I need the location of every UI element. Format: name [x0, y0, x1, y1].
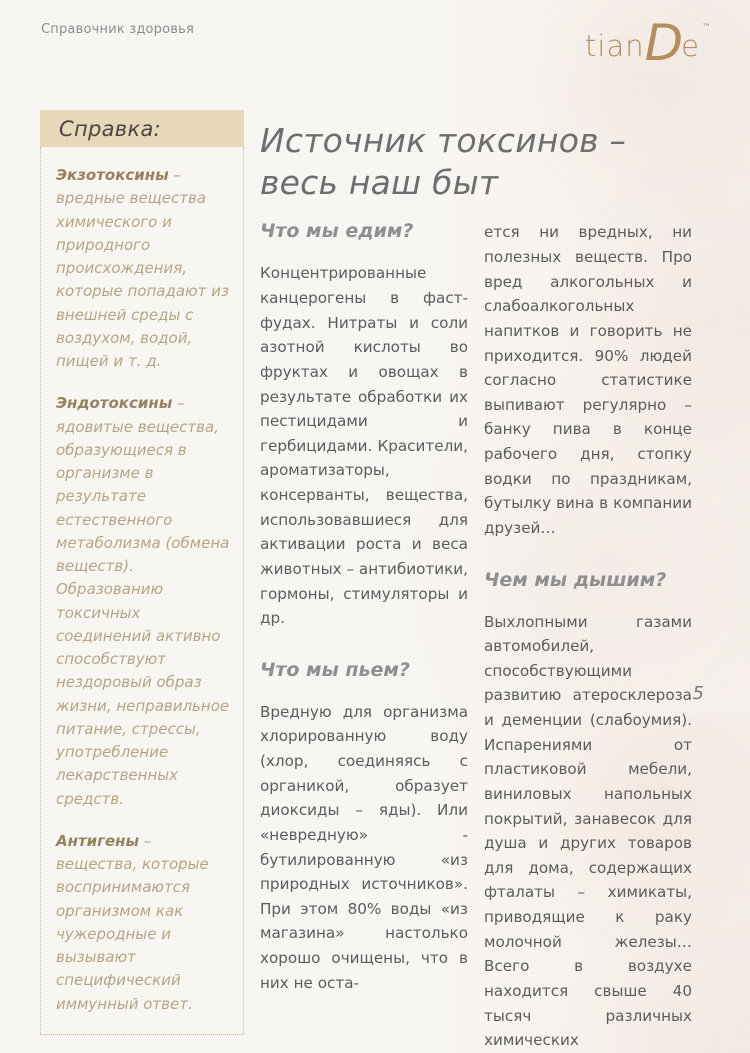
sidebar-definition: – ядовитые вещества, образующиеся в организме в результате естественного метаболизма (обмена веществ). Образованию токсичных соединений активно способствуют нездоровый образ жизни, неправильное питание, стрессы, употребление лекарственных средств.	[56, 394, 230, 808]
logo-letter-d: D	[644, 14, 682, 72]
sidebar-entry-endotoxins	[56, 392, 230, 811]
sidebar-term: Антигены	[56, 831, 140, 850]
sidebar-definition: – вредные вещества химического и природного происхождения, которые попадают из внешней среды с воздухом, водой, пищей и т. д.	[56, 166, 229, 370]
section-heading-what-we-eat: Что мы едим?	[260, 220, 414, 243]
section-heading-what-we-breathe: Чем мы дышим?	[484, 568, 667, 591]
reference-sidebar	[40, 110, 244, 1035]
section-heading-what-we-drink: Что мы пьем?	[260, 658, 410, 681]
article	[260, 120, 692, 1053]
sidebar-title: Справка:	[59, 116, 161, 141]
paragraph-what-we-drink: Вредную для организма хлорированную воду (хлор, соединяясь с органикой, образует диоксиды – яды). Или «невредную» - бутилированную «из природных источников». При этом 80% воды «из магазина» настолько хорошо очищены, что в них не оста-	[260, 702, 468, 992]
article-title	[260, 120, 692, 204]
sidebar-body	[40, 147, 244, 1035]
paragraph-what-we-breathe: Выхлопными газами автомобилей, способствующими развитию атеросклероза и деменции (слабоумия). Испарениями от пластиковой мебели, виниловых напольных покрытий, занавесок для душа и других товаров для дома, содержащих фталаты – химикаты, приводящие к раку молочной железы… Всего в воздухе находится свыше 40 тысяч различных химических	[484, 612, 692, 1050]
article-column-1	[260, 220, 468, 1052]
sidebar-title-bar	[40, 110, 244, 147]
page-number: 5	[692, 683, 704, 704]
sidebar-term: Экзотоксины	[56, 166, 169, 184]
paragraph-what-we-eat: Концентрированные канцерогены в фаст-фудах. Нитраты и соли азотной кислоты во фруктах и овощах в результате обработки их пестицидами и гербицидами. Красители, ароматизаторы, консерванты, вещества, использовавшиеся для активации роста и веса животных – антибиотики, гормоны, стимуляторы и др.	[260, 264, 468, 628]
logo-text-tian: tian	[585, 29, 645, 63]
article-title-line1: Источник токсинов –	[260, 121, 627, 160]
article-columns	[260, 220, 692, 1052]
paragraph-what-we-drink-continued: ется ни вредных, ни полезных веществ. Про вред алкогольных и слабоалкогольных напитков и говорить не приходится. 90% людей согласно статистике выпивают регулярно – банку пива в конце рабочего дня, стопку водки по праздникам, бутылку вина в компании друзей…	[484, 223, 692, 537]
article-column-2	[484, 220, 692, 1052]
sidebar-definition: – вещества, которые воспринимаются организмом как чужеродные и вызывают специфический иммунный ответ.	[56, 831, 209, 1013]
trademark-symbol: ™	[702, 23, 711, 33]
booklet-header-label: Справочник здоровья	[41, 22, 195, 37]
sidebar-entry-antigens	[56, 830, 230, 1016]
logo-letter-e: e	[681, 29, 699, 63]
article-title-line2: весь наш быт	[260, 163, 499, 203]
sidebar-entry-exotoxins	[56, 164, 230, 373]
tiande-logo	[585, 14, 711, 72]
sidebar-term: Эндотоксины	[56, 394, 173, 413]
